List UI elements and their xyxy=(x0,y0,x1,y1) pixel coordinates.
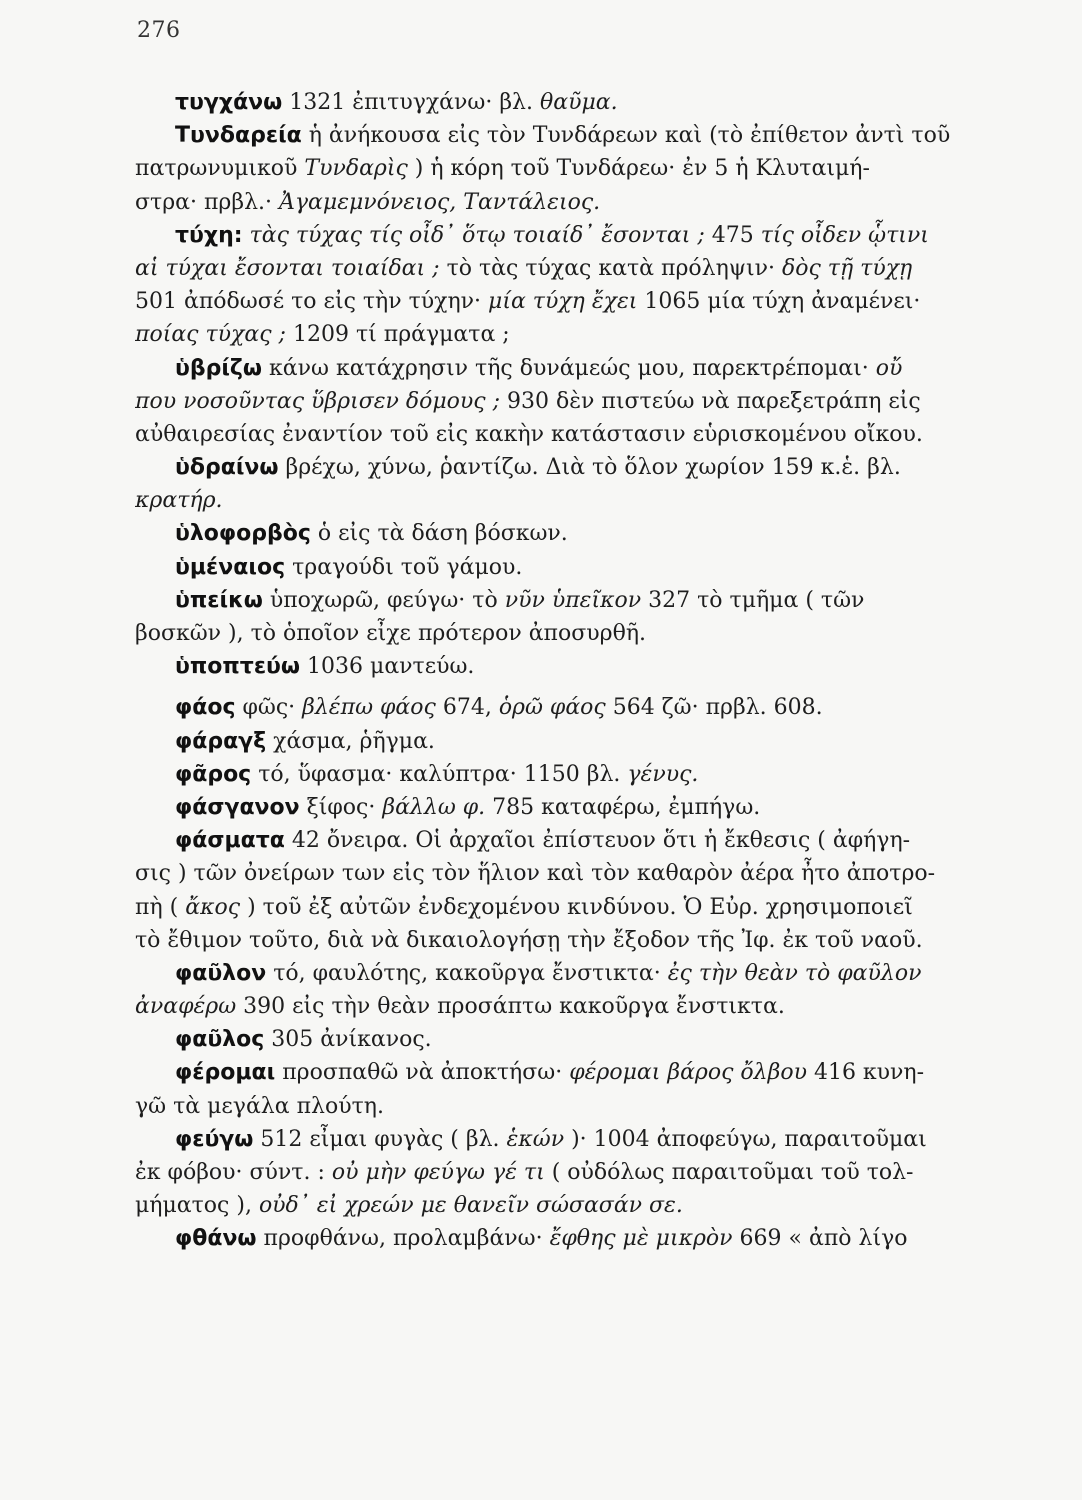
italic-citation: φέρομαι βάρος ὄλβου xyxy=(569,1060,807,1086)
headword: τύχη: xyxy=(175,222,243,248)
definition-text: 416 κυνη- xyxy=(806,1060,925,1086)
definition-text: 564 ζῶ· πρβλ. 608. xyxy=(605,695,823,721)
definition-text: τὸ ἔθιμον τοῦτο, διὰ νὰ δικαιολογήσῃ τὴν ἔξοδον τῆς Ἰφ. ἐκ τοῦ ναοῦ. xyxy=(135,927,923,953)
definition-text xyxy=(243,223,250,248)
definition-text: 512 εἶμαι φυγὰς ( βλ. xyxy=(253,1126,507,1152)
text-line xyxy=(135,584,991,617)
italic-citation: ἐς τὴν θεὰν τὸ φαῦλον xyxy=(667,960,922,986)
definition-text: 305 ἀνίκανος. xyxy=(264,1027,432,1053)
italic-citation: που νοσοῦντας ὕβρισεν δόμους ; xyxy=(135,388,501,414)
italic-citation: βλέπω φάος xyxy=(302,695,436,721)
headword: τυγχάνω xyxy=(175,90,283,115)
definition-text: πὴ ( xyxy=(135,894,186,920)
definition-text: προσπαθῶ νὰ ἀποκτήσω· xyxy=(275,1060,570,1086)
definition-text: )· 1004 ἀποφεύγω, παραιτοῦμαι xyxy=(564,1126,927,1152)
definition-text: 42 ὄνειρα. Οἱ ἀρχαῖοι ἐπίστευον ὅτι ἡ ἔκθεσις ( ἀφήγη- xyxy=(284,828,911,854)
text-line xyxy=(135,957,991,990)
text-line xyxy=(135,352,991,385)
definition-text: σις ) τῶν ὀνείρων των εἰς τὸν ἥλιον καὶ τὸν καθαρὸν ἀέρα ἦτο ἀποτρο- xyxy=(135,861,936,887)
definition-text: γῶ τὰ μεγάλα πλούτη. xyxy=(135,1093,384,1119)
italic-citation: Τυνδαρὶς xyxy=(304,156,408,182)
definition-text: 674, xyxy=(435,695,499,721)
headword: ὑποπτεύω xyxy=(175,654,301,680)
headword: ὑπείκω xyxy=(175,587,263,613)
headword: Τυνδαρεία xyxy=(175,123,302,149)
italic-citation: κρατήρ. xyxy=(135,488,223,514)
italic-citation: ποίας τύχας ; xyxy=(135,322,286,348)
italic-citation: τίς οἶδεν ᾧτινι xyxy=(760,222,929,248)
text-line xyxy=(135,990,991,1023)
italic-citation: ἄκος xyxy=(185,894,241,920)
italic-citation: γένυς. xyxy=(627,761,699,787)
text-line xyxy=(135,791,991,824)
text-line xyxy=(135,824,991,857)
text-line xyxy=(135,1123,991,1156)
definition-text: φῶς· xyxy=(235,695,303,721)
definition-text: 475 xyxy=(704,222,761,248)
headword: ὑλοφορβὸς xyxy=(175,521,311,547)
text-line xyxy=(135,1222,991,1255)
definition-text: ὁ εἰς τὰ δάση βόσκων. xyxy=(310,521,568,547)
text-line xyxy=(135,1156,991,1189)
text-line xyxy=(135,186,991,219)
italic-citation: οὐδ᾽ εἰ χρεών με θανεῖν σώσασάν σε. xyxy=(258,1193,683,1219)
text-line xyxy=(135,219,991,252)
text-line xyxy=(135,650,991,683)
text-line xyxy=(135,1023,991,1056)
text-line xyxy=(135,517,991,550)
headword: φθάνω xyxy=(175,1226,257,1252)
italic-citation: θαῦμα. xyxy=(540,90,618,115)
definition-text: 501 ἀπόδωσέ το εἰς τὴν τύχην· xyxy=(135,289,489,315)
glossary-entries xyxy=(135,86,991,1256)
italic-citation: βάλλω φ. xyxy=(382,794,486,820)
text-line xyxy=(135,451,991,484)
italic-citation: ἑκών xyxy=(506,1126,565,1152)
text-line xyxy=(135,891,991,924)
definition-text: βοσκῶν ), τὸ ὁποῖον εἶχε πρότερον ἀποσυρθῆ. xyxy=(135,621,647,646)
definition-text: 1321 ἐπιτυγχάνω· βλ. xyxy=(282,90,540,115)
definition-text: ἐκ φόβου· σύντ. : xyxy=(135,1160,332,1185)
text-line xyxy=(135,1056,991,1089)
headword: ὑμέναιος xyxy=(175,554,286,580)
headword: φεύγω xyxy=(175,1126,254,1152)
italic-citation: αἱ τύχαι ἔσονται τοιαίδαι ; xyxy=(135,255,440,281)
text-line xyxy=(135,285,991,318)
definition-text: 669 « ἀπὸ λίγο xyxy=(732,1226,908,1252)
definition-text: 930 δὲν πιστεύω νὰ παρεξετράπη εἰς xyxy=(500,388,921,414)
definition-text: τό, ὕφασμα· καλύπτρα· 1150 βλ. xyxy=(251,761,628,787)
headword: φαῦλος xyxy=(175,1027,265,1053)
headword: φάος xyxy=(175,695,236,721)
text-line xyxy=(135,857,991,890)
text-line xyxy=(135,318,991,351)
definition-text: ) ἡ κόρη τοῦ Τυνδάρεω· ἐν 5 ἡ Κλυταιμή- xyxy=(407,156,870,182)
text-line xyxy=(135,152,991,185)
definition-text: πατρωνυμικοῦ xyxy=(135,156,305,182)
headword: ὑδραίνω xyxy=(175,455,279,481)
italic-citation: Ἀγαμεμνόνειος, Ταντάλειος. xyxy=(279,189,601,215)
italic-citation: ἔφθης μὲ μικρὸν xyxy=(549,1226,733,1252)
text-line xyxy=(135,385,991,418)
text-line xyxy=(135,484,991,517)
headword: φαῦλον xyxy=(175,960,267,986)
italic-citation: νῦν ὑπεῖκον xyxy=(504,587,642,613)
text-line xyxy=(135,119,991,152)
definition-text: προφθάνω, προλαμβάνω· xyxy=(256,1226,550,1252)
definition-text: 327 τὸ τμῆμα ( τῶν xyxy=(641,587,865,613)
definition-text: 1036 μαντεύω. xyxy=(300,654,475,680)
headword: φᾶρος xyxy=(175,761,252,787)
definition-text: στρα· πρβλ.· xyxy=(135,189,279,215)
definition-text: τραγούδι τοῦ γάμου. xyxy=(285,554,523,580)
definition-text: 785 καταφέρω, ἐμπήγω. xyxy=(485,794,761,820)
definition-text: τὸ τὰς τύχας κατὰ πρόληψιν· xyxy=(439,255,782,281)
italic-citation: δὸς τῇ τύχῃ xyxy=(782,255,913,281)
headword: φάσγανον xyxy=(175,794,300,820)
headword: φάραγξ xyxy=(175,728,267,754)
definition-text: 1065 μία τύχη ἀναμένει· xyxy=(637,289,921,315)
headword: φέρομαι xyxy=(175,1060,276,1086)
definition-text: ὑποχωρῶ, φεύγω· τὸ xyxy=(262,587,505,613)
italic-citation: οὔ xyxy=(875,355,903,381)
definition-text: 1209 τί πράγματα ; xyxy=(285,322,510,348)
text-line xyxy=(135,617,991,650)
text-line xyxy=(135,924,991,957)
definition-text: ξίφος· xyxy=(299,794,383,820)
italic-citation: ὁρῶ φάος xyxy=(498,695,606,721)
text-line xyxy=(135,1090,991,1123)
headword: φάσματα xyxy=(175,828,285,854)
text-line xyxy=(135,86,991,119)
italic-citation: τὰς τύχας τίς οἶδ᾽ ὅτῳ τοιαίδ᾽ ἔσονται ; xyxy=(249,222,705,248)
text-line xyxy=(135,418,991,451)
definition-text: ) τοῦ ἐξ αὐτῶν ἐνδεχομένου κινδύνου. Ὁ Εὐρ. χρησιμοποιεῖ xyxy=(240,894,913,920)
text-line xyxy=(135,725,991,758)
definition-text: κάνω κατάχρησιν τῆς δυνάμεώς μου, παρεκτρέπομαι· xyxy=(262,355,876,381)
definition-text: ( οὐδόλως παραιτοῦμαι τοῦ τολ- xyxy=(544,1160,914,1185)
text-line xyxy=(135,1189,991,1222)
italic-citation: μία τύχη ἔχει xyxy=(488,289,638,315)
text-line xyxy=(135,691,991,724)
definition-text: ἡ ἀνήκουσα εἰς τὸν Τυνδάρεων καὶ (τὸ ἐπίθετον ἀντὶ τοῦ xyxy=(301,123,951,149)
italic-citation: οὐ μὴν φεύγω γέ τι xyxy=(331,1160,545,1185)
definition-text: βρέχω, χύνω, ῥαντίζω. Διὰ τὸ ὅλον χωρίον 159 κ.ἑ. βλ. xyxy=(278,455,901,481)
page-number: 276 xyxy=(137,18,181,43)
italic-citation: ἀναφέρω xyxy=(135,994,237,1020)
text-line xyxy=(135,758,991,791)
definition-text: αὐθαιρεσίας ἐναντίον τοῦ εἰς κακὴν κατάστασιν εὑρισκομένου οἴκου. xyxy=(135,421,923,447)
definition-text: χάσμα, ῥῆγμα. xyxy=(266,728,435,754)
headword: ὑβρίζω xyxy=(175,355,263,381)
text-line xyxy=(135,252,991,285)
text-line xyxy=(135,551,991,584)
definition-text: τό, φαυλότης, κακοῦργα ἔνστικτα· xyxy=(266,960,668,986)
definition-text: 390 εἰς τὴν θεὰν προσάπτω κακοῦργα ἔνστικτα. xyxy=(236,994,785,1020)
definition-text: μήματος ), xyxy=(135,1193,259,1219)
